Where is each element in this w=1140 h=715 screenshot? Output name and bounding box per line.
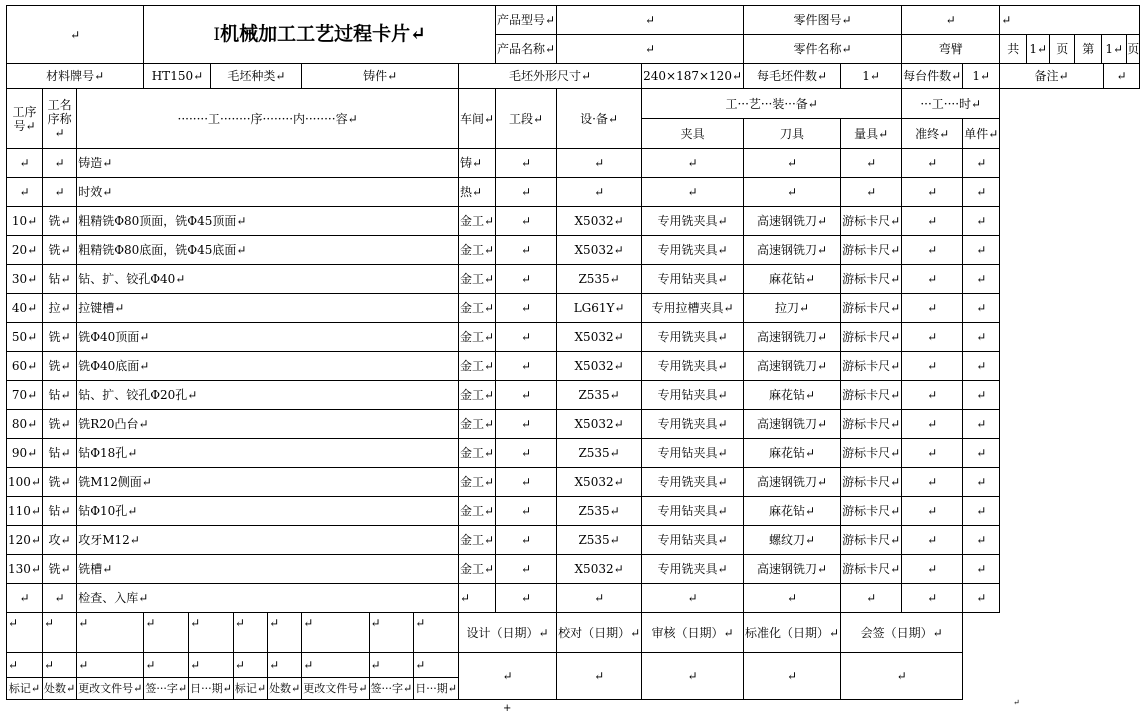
op-workshop: 金工↵ <box>458 323 495 352</box>
revision-header: 处数↵ <box>42 678 76 700</box>
op-setup: ↵ <box>902 410 963 439</box>
op-cutter: 麻花钻↵ <box>744 381 841 410</box>
nth-label: 第 <box>1075 35 1102 63</box>
operation-row <box>7 178 1140 207</box>
op-unit: ↵ <box>963 149 1000 178</box>
operation-row <box>7 584 1140 613</box>
op-fixture: ↵ <box>642 149 744 178</box>
blank-type-value: 铸件↵ <box>302 64 459 89</box>
revision-blank-cell <box>414 633 459 653</box>
revision-blank-cell <box>7 633 43 653</box>
col-fixture: 夹具 <box>642 119 744 149</box>
op-workshop: 金工↵ <box>458 207 495 236</box>
revision-header: 处数↵ <box>268 678 302 700</box>
blank-dim-value: 240×187×120↵ <box>642 64 744 89</box>
op-unit: ↵ <box>963 294 1000 323</box>
op-unit: ↵ <box>963 236 1000 265</box>
op-gauge: ↵ <box>841 178 902 207</box>
col-cutter: 刀具 <box>744 119 841 149</box>
op-section: ↵ <box>496 265 557 294</box>
revision-entry-cell: ↵ <box>414 653 459 678</box>
op-setup: ↵ <box>902 381 963 410</box>
op-content: 粗精铣Φ80顶面，铣Φ45顶面↵ <box>77 207 459 236</box>
operation-row <box>7 236 1140 265</box>
revision-blank-cell: ↵ <box>414 613 459 633</box>
col-gauge: 量具↵ <box>841 119 902 149</box>
op-content: 粗精铣Φ80底面，铣Φ45底面↵ <box>77 236 459 265</box>
extra-value: ↵ <box>1000 6 1140 35</box>
revision-blank-cell <box>233 633 267 653</box>
op-unit: ↵ <box>963 439 1000 468</box>
op-unit: ↵ <box>963 381 1000 410</box>
revision-blank-cell: ↵ <box>77 613 144 633</box>
op-fixture: 专用铣夹具↵ <box>642 352 744 381</box>
op-setup: ↵ <box>902 323 963 352</box>
op-fixture: 专用铣夹具↵ <box>642 207 744 236</box>
revision-header: 更改文件号↵ <box>77 678 144 700</box>
op-section: ↵ <box>496 497 557 526</box>
per-unit-label: 每台件数↵ <box>902 64 963 89</box>
op-workshop: 金工↵ <box>458 497 495 526</box>
op-content: 铣R20凸台↵ <box>77 410 459 439</box>
op-fixture: 专用钻夹具↵ <box>642 526 744 555</box>
note-value: ↵ <box>1103 64 1140 89</box>
revision-header: 签···字↵ <box>369 678 414 700</box>
op-name: 钻↵ <box>42 497 76 526</box>
op-section: ↵ <box>496 352 557 381</box>
revision-entry-cell: ↵ <box>144 653 189 678</box>
approval-standard-value: ↵ <box>744 653 841 700</box>
op-content: 时效↵ <box>77 178 459 207</box>
op-gauge: ↵ <box>841 584 902 613</box>
approval-sign-label: 会签（日期）↵ <box>841 613 963 653</box>
op-name: ↵ <box>42 178 76 207</box>
op-cutter: 高速钢铣刀↵ <box>744 555 841 584</box>
op-section: ↵ <box>496 381 557 410</box>
op-name: 铣↵ <box>42 468 76 497</box>
op-workshop: 金工↵ <box>458 381 495 410</box>
op-content: 铸造↵ <box>77 149 459 178</box>
op-section: ↵ <box>496 410 557 439</box>
op-cutter: 高速钢铣刀↵ <box>744 323 841 352</box>
op-gauge: 游标卡尺↵ <box>841 265 902 294</box>
operation-row <box>7 497 1140 526</box>
op-section: ↵ <box>496 178 557 207</box>
revision-entry-cell: ↵ <box>233 653 267 678</box>
op-no: 120↵ <box>7 526 43 555</box>
op-cutter: 高速钢铣刀↵ <box>744 410 841 439</box>
op-equipment: Z535↵ <box>557 497 642 526</box>
op-section: ↵ <box>496 149 557 178</box>
part-name-value: 弯臂 <box>902 35 1000 64</box>
op-setup: ↵ <box>902 497 963 526</box>
op-workshop: 金工↵ <box>458 352 495 381</box>
op-workshop: 金工↵ <box>458 439 495 468</box>
operation-row <box>7 468 1140 497</box>
op-workshop: 金工↵ <box>458 294 495 323</box>
op-setup: ↵ <box>902 439 963 468</box>
col-section: 工段↵ <box>496 89 557 149</box>
revision-blank-cell: ↵ <box>369 613 414 633</box>
op-equipment: X5032↵ <box>557 236 642 265</box>
op-workshop: 金工↵ <box>458 236 495 265</box>
col-hours: ···工····时↵ <box>902 89 1000 119</box>
col-workshop: 车间↵ <box>458 89 495 149</box>
op-name: 铣↵ <box>42 352 76 381</box>
revision-blank-cell: ↵ <box>42 613 76 633</box>
revision-blank-cell: ↵ <box>7 613 43 633</box>
op-fixture: ↵ <box>642 178 744 207</box>
op-equipment: ↵ <box>557 584 642 613</box>
op-setup: ↵ <box>902 294 963 323</box>
op-name: 铣↵ <box>42 555 76 584</box>
revision-header: 标记↵ <box>7 678 43 700</box>
op-gauge: 游标卡尺↵ <box>841 468 902 497</box>
op-equipment: X5032↵ <box>557 468 642 497</box>
op-no: 100↵ <box>7 468 43 497</box>
op-no: 40↵ <box>7 294 43 323</box>
op-gauge: 游标卡尺↵ <box>841 207 902 236</box>
op-cutter: 高速钢铣刀↵ <box>744 468 841 497</box>
revision-blank-cell <box>268 633 302 653</box>
operation-row <box>7 439 1140 468</box>
op-name: ↵ <box>42 584 76 613</box>
op-unit: ↵ <box>963 352 1000 381</box>
op-equipment: Z535↵ <box>557 526 642 555</box>
op-fixture: 专用铣夹具↵ <box>642 468 744 497</box>
op-fixture: 专用铣夹具↵ <box>642 555 744 584</box>
op-content: 钻、扩、铰孔Φ20孔↵ <box>77 381 459 410</box>
op-equipment: X5032↵ <box>557 207 642 236</box>
op-cutter: 螺纹刀↵ <box>744 526 841 555</box>
title-prefix: I <box>213 25 221 45</box>
part-no-label: 零件图号↵ <box>744 6 902 35</box>
op-name: 钻↵ <box>42 439 76 468</box>
revision-blank-cell <box>42 633 76 653</box>
blank-dim-label: 毛坯外形尺寸↵ <box>458 64 641 89</box>
op-no: 130↵ <box>7 555 43 584</box>
operation-row <box>7 526 1140 555</box>
approval-standard-label: 标准化（日期）↵ <box>744 613 841 653</box>
op-unit: ↵ <box>963 178 1000 207</box>
op-no: ↵ <box>7 584 43 613</box>
nth-value: 1↵ <box>1102 35 1127 63</box>
op-section: ↵ <box>496 555 557 584</box>
per-unit-value: 1↵ <box>963 64 1000 89</box>
op-unit: ↵ <box>963 468 1000 497</box>
op-gauge: 游标卡尺↵ <box>841 439 902 468</box>
revision-blank-cell: ↵ <box>233 613 267 633</box>
bottom-plus-mark: + <box>503 703 512 714</box>
revision-entry-cell: ↵ <box>369 653 414 678</box>
page-counter <box>1000 35 1140 64</box>
revision-blank-cell <box>302 633 369 653</box>
product-model-value: ↵ <box>557 6 744 35</box>
op-content: 铣M12侧面↵ <box>77 468 459 497</box>
op-equipment: ↵ <box>557 149 642 178</box>
operation-row <box>7 294 1140 323</box>
op-workshop: 热↵ <box>458 178 495 207</box>
op-workshop: 金工↵ <box>458 526 495 555</box>
op-no: 80↵ <box>7 410 43 439</box>
op-cutter: 麻花钻↵ <box>744 497 841 526</box>
total-label: 共 <box>1000 35 1027 63</box>
op-section: ↵ <box>496 236 557 265</box>
product-name-label: 产品名称↵ <box>496 35 557 64</box>
op-content: 攻牙M12↵ <box>77 526 459 555</box>
revision-blank-cell <box>189 633 234 653</box>
op-content: 钻Φ10孔↵ <box>77 497 459 526</box>
op-gauge: 游标卡尺↵ <box>841 497 902 526</box>
revision-header: 标记↵ <box>233 678 267 700</box>
revision-blank-cell <box>369 633 414 653</box>
op-unit: ↵ <box>963 410 1000 439</box>
revision-entry-cell: ↵ <box>77 653 144 678</box>
op-workshop: 金工↵ <box>458 468 495 497</box>
op-setup: ↵ <box>902 555 963 584</box>
total-value: 1↵ <box>1027 35 1050 63</box>
op-section: ↵ <box>496 584 557 613</box>
op-name: 铣↵ <box>42 323 76 352</box>
op-content: 钻、扩、铰孔Φ40↵ <box>77 265 459 294</box>
op-equipment: LG61Y↵ <box>557 294 642 323</box>
operation-row <box>7 555 1140 584</box>
op-gauge: 游标卡尺↵ <box>841 294 902 323</box>
op-no: 10↵ <box>7 207 43 236</box>
op-name: 铣↵ <box>42 207 76 236</box>
col-unit: 单件↵ <box>963 119 1000 149</box>
op-equipment: X5032↵ <box>557 555 642 584</box>
op-section: ↵ <box>496 526 557 555</box>
op-fixture: 专用拉槽夹具↵ <box>642 294 744 323</box>
op-content: 铣槽↵ <box>77 555 459 584</box>
op-fixture: 专用钻夹具↵ <box>642 381 744 410</box>
op-workshop: ↵ <box>458 584 495 613</box>
operation-row <box>7 410 1140 439</box>
operation-row <box>7 352 1140 381</box>
op-unit: ↵ <box>963 584 1000 613</box>
approval-review-value: ↵ <box>642 653 744 700</box>
header-blank-cell: ↵ <box>7 6 144 64</box>
revision-header: 日···期↵ <box>189 678 234 700</box>
pieces-value: 1↵ <box>841 64 902 89</box>
op-fixture: 专用钻夹具↵ <box>642 265 744 294</box>
op-unit: ↵ <box>963 207 1000 236</box>
process-card <box>6 5 1140 700</box>
op-gauge: 游标卡尺↵ <box>841 323 902 352</box>
op-name: 铣↵ <box>42 410 76 439</box>
revision-entry-cell: ↵ <box>268 653 302 678</box>
revision-blank-cell <box>77 633 144 653</box>
blank-type-label: 毛坯种类↵ <box>211 64 302 89</box>
op-no: 90↵ <box>7 439 43 468</box>
op-equipment: ↵ <box>557 178 642 207</box>
op-cutter: 拉刀↵ <box>744 294 841 323</box>
op-equipment: X5032↵ <box>557 352 642 381</box>
op-workshop: 铸↵ <box>458 149 495 178</box>
op-fixture: 专用钻夹具↵ <box>642 497 744 526</box>
operation-row <box>7 149 1140 178</box>
op-equipment: Z535↵ <box>557 265 642 294</box>
approval-design-value: ↵ <box>458 653 556 700</box>
op-no: 70↵ <box>7 381 43 410</box>
op-cutter: 麻花钻↵ <box>744 265 841 294</box>
op-gauge: 游标卡尺↵ <box>841 381 902 410</box>
product-model-label: 产品型号↵ <box>496 6 557 35</box>
op-no: 20↵ <box>7 236 43 265</box>
op-setup: ↵ <box>902 352 963 381</box>
op-gauge: 游标卡尺↵ <box>841 352 902 381</box>
op-name: 攻↵ <box>42 526 76 555</box>
op-section: ↵ <box>496 439 557 468</box>
op-workshop: 金工↵ <box>458 410 495 439</box>
op-cutter: ↵ <box>744 178 841 207</box>
op-section: ↵ <box>496 468 557 497</box>
op-cutter: 高速钢铣刀↵ <box>744 207 841 236</box>
col-tooling: 工···艺···装···备↵ <box>642 89 902 119</box>
op-cutter: 高速钢铣刀↵ <box>744 352 841 381</box>
revision-entry-cell: ↵ <box>7 653 43 678</box>
op-workshop: 金工↵ <box>458 555 495 584</box>
operation-row <box>7 207 1140 236</box>
operation-row <box>7 323 1140 352</box>
revision-blank-cell: ↵ <box>144 613 189 633</box>
op-setup: ↵ <box>902 236 963 265</box>
approval-sign-value: ↵ <box>841 653 963 700</box>
op-setup: ↵ <box>902 265 963 294</box>
op-content: 铣Φ40底面↵ <box>77 352 459 381</box>
revision-blank-cell: ↵ <box>302 613 369 633</box>
op-fixture: 专用钻夹具↵ <box>642 439 744 468</box>
op-unit: ↵ <box>963 323 1000 352</box>
product-name-value: ↵ <box>557 35 744 64</box>
op-equipment: Z535↵ <box>557 439 642 468</box>
nth-pages-label: 页 <box>1127 42 1140 56</box>
revision-header: 更改文件号↵ <box>302 678 369 700</box>
part-no-value: ↵ <box>902 6 1000 35</box>
op-no: 30↵ <box>7 265 43 294</box>
revision-entry-cell: ↵ <box>189 653 234 678</box>
op-setup: ↵ <box>902 149 963 178</box>
card-title <box>144 6 496 64</box>
col-op-name: 工名序称↵ <box>42 89 76 149</box>
op-equipment: X5032↵ <box>557 410 642 439</box>
op-content: 拉键槽↵ <box>77 294 459 323</box>
op-cutter: 高速钢铣刀↵ <box>744 236 841 265</box>
op-setup: ↵ <box>902 178 963 207</box>
part-name-label: 零件名称↵ <box>744 35 902 64</box>
op-content: 铣Φ40顶面↵ <box>77 323 459 352</box>
revision-header: 日···期↵ <box>414 678 459 700</box>
op-name: 钻↵ <box>42 265 76 294</box>
op-unit: ↵ <box>963 497 1000 526</box>
op-fixture: 专用铣夹具↵ <box>642 236 744 265</box>
op-content: 检查、入库↵ <box>77 584 459 613</box>
op-gauge: 游标卡尺↵ <box>841 236 902 265</box>
op-gauge: 游标卡尺↵ <box>841 410 902 439</box>
op-unit: ↵ <box>963 265 1000 294</box>
op-unit: ↵ <box>963 526 1000 555</box>
title-text: 机械加工工艺过程卡片↵ <box>220 23 427 45</box>
op-unit: ↵ <box>963 555 1000 584</box>
op-no: ↵ <box>7 149 43 178</box>
op-section: ↵ <box>496 323 557 352</box>
revision-blank-cell <box>144 633 189 653</box>
pages-label: 页 <box>1050 35 1075 63</box>
op-name: 铣↵ <box>42 236 76 265</box>
col-op-no: 工序号↵ <box>7 89 43 149</box>
revision-entry-cell: ↵ <box>302 653 369 678</box>
revision-blank-cell: ↵ <box>268 613 302 633</box>
material-label: 材料牌号↵ <box>7 64 144 89</box>
op-equipment: X5032↵ <box>557 323 642 352</box>
op-fixture: 专用铣夹具↵ <box>642 410 744 439</box>
col-setup: 准终↵ <box>902 119 963 149</box>
col-equipment: 设·备↵ <box>557 89 642 149</box>
op-cutter: 麻花钻↵ <box>744 439 841 468</box>
op-gauge: 游标卡尺↵ <box>841 555 902 584</box>
op-name: 钻↵ <box>42 381 76 410</box>
approval-review-label: 审核（日期）↵ <box>642 613 744 653</box>
note-label: 备注↵ <box>1000 64 1104 89</box>
revision-blank-cell: ↵ <box>189 613 234 633</box>
op-setup: ↵ <box>902 584 963 613</box>
op-no: 50↵ <box>7 323 43 352</box>
op-no: 110↵ <box>7 497 43 526</box>
op-content: 钻Φ18孔↵ <box>77 439 459 468</box>
op-no: 60↵ <box>7 352 43 381</box>
op-section: ↵ <box>496 294 557 323</box>
op-workshop: 金工↵ <box>458 265 495 294</box>
op-setup: ↵ <box>902 468 963 497</box>
op-cutter: ↵ <box>744 149 841 178</box>
approval-design-label: 设计（日期）↵ <box>458 613 556 653</box>
op-no: ↵ <box>7 178 43 207</box>
pieces-label: 每毛坯件数↵ <box>744 64 841 89</box>
op-fixture: 专用铣夹具↵ <box>642 323 744 352</box>
bottom-corner-mark: ↵ <box>1013 698 1020 707</box>
op-name: ↵ <box>42 149 76 178</box>
op-gauge: 游标卡尺↵ <box>841 526 902 555</box>
op-equipment: Z535↵ <box>557 381 642 410</box>
op-fixture: ↵ <box>642 584 744 613</box>
op-cutter: ↵ <box>744 584 841 613</box>
operation-row <box>7 381 1140 410</box>
revision-entry-cell: ↵ <box>42 653 76 678</box>
op-gauge: ↵ <box>841 149 902 178</box>
col-content: ········工········序········内········容↵ <box>77 89 459 149</box>
op-setup: ↵ <box>902 526 963 555</box>
op-section: ↵ <box>496 207 557 236</box>
process-card-table <box>6 5 1140 700</box>
approval-check-value: ↵ <box>557 653 642 700</box>
op-setup: ↵ <box>902 207 963 236</box>
approval-check-label: 校对（日期）↵ <box>557 613 642 653</box>
operation-row <box>7 265 1140 294</box>
material-value: HT150↵ <box>144 64 211 89</box>
op-name: 拉↵ <box>42 294 76 323</box>
revision-header: 签···字↵ <box>144 678 189 700</box>
